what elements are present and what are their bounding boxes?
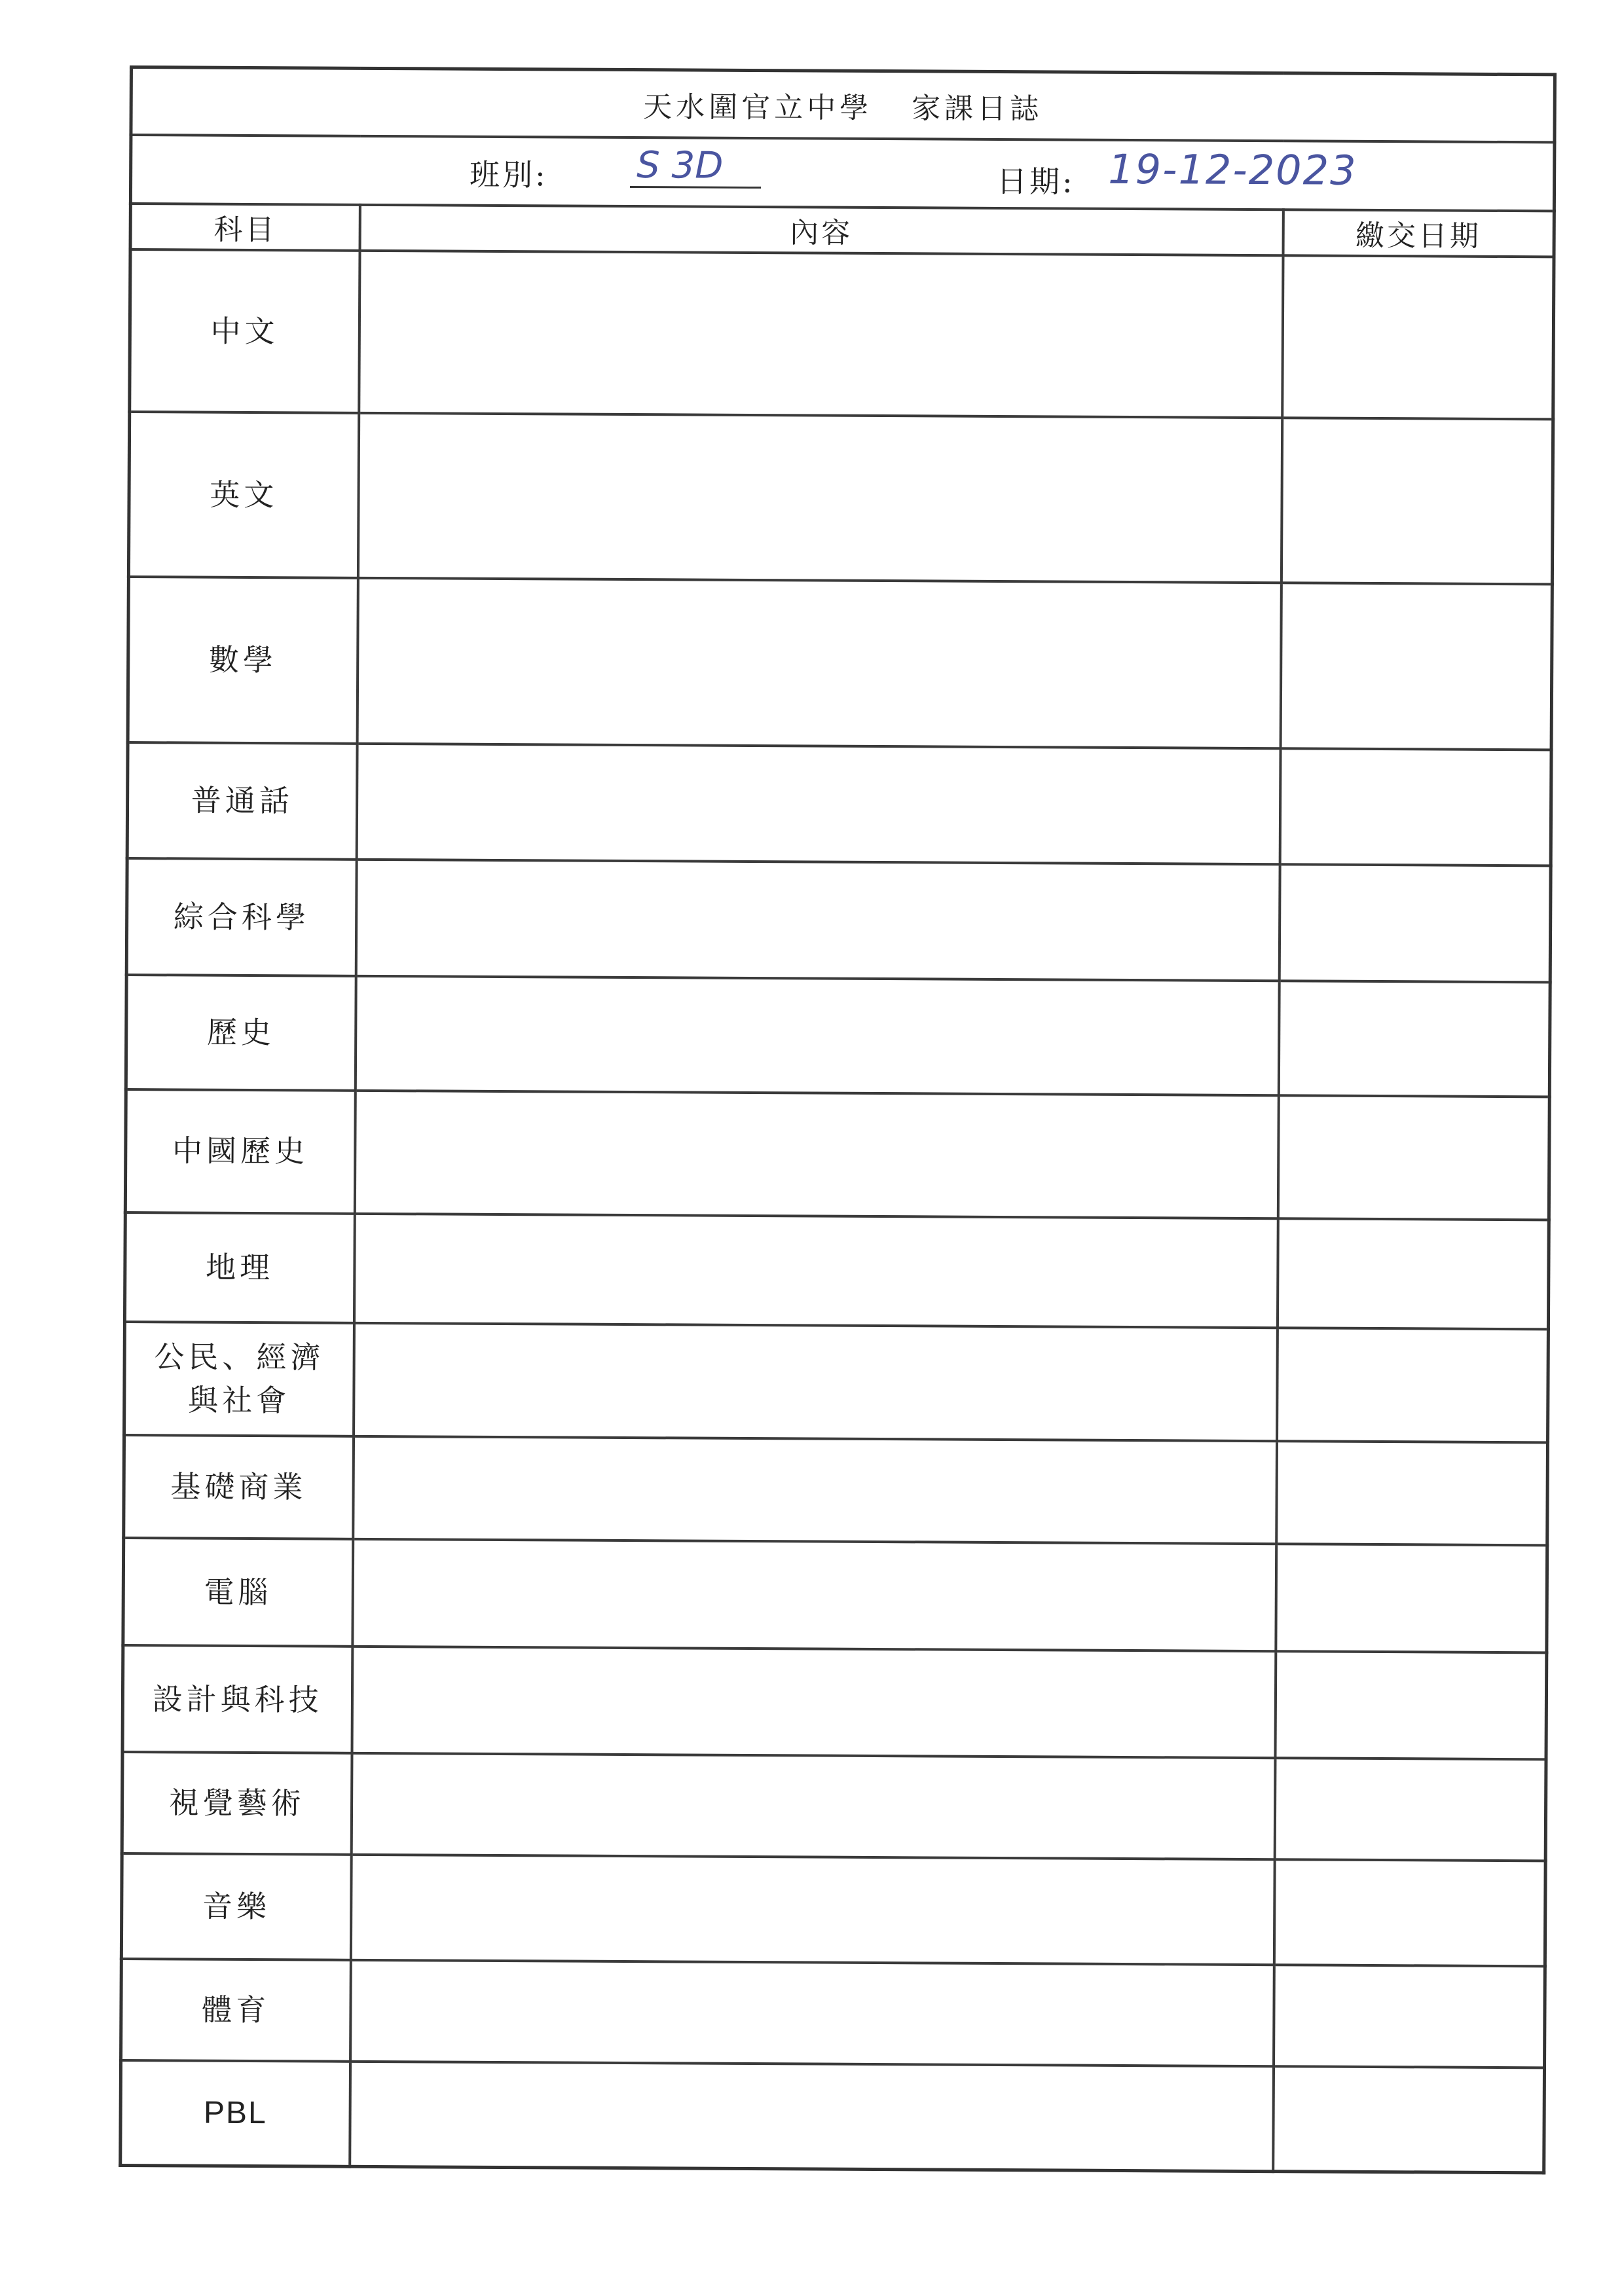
homework-diary-sheet bbox=[119, 65, 1553, 2174]
subject-cell: 歷史 bbox=[126, 975, 356, 1091]
content-cell[interactable] bbox=[359, 251, 1283, 418]
table-row bbox=[126, 975, 1550, 1097]
content-cell[interactable] bbox=[350, 1855, 1274, 1965]
column-header-content: 內容 bbox=[360, 205, 1283, 256]
class-value[interactable]: S 3D bbox=[637, 143, 724, 187]
info-row bbox=[130, 135, 1555, 211]
due-date-cell[interactable] bbox=[1281, 418, 1553, 585]
content-cell[interactable] bbox=[350, 2061, 1274, 2171]
due-date-cell[interactable] bbox=[1280, 748, 1551, 866]
subject-cell: 普通話 bbox=[127, 742, 357, 860]
content-cell[interactable] bbox=[352, 1539, 1276, 1651]
subject-cell: 綜合科學 bbox=[126, 858, 356, 975]
content-cell[interactable] bbox=[353, 1436, 1277, 1544]
content-cell[interactable] bbox=[356, 744, 1280, 865]
table-row bbox=[126, 858, 1551, 982]
content-cell[interactable] bbox=[357, 578, 1281, 748]
date-label: 日期: bbox=[996, 163, 1075, 200]
table-row bbox=[122, 1645, 1547, 1759]
content-cell[interactable] bbox=[354, 1091, 1278, 1218]
table-row bbox=[128, 577, 1552, 750]
subject-cell: 電腦 bbox=[123, 1537, 353, 1647]
column-header-subject: 科目 bbox=[130, 204, 360, 251]
due-date-cell[interactable] bbox=[1277, 1328, 1549, 1442]
content-cell[interactable] bbox=[351, 1753, 1275, 1859]
table-row bbox=[124, 1435, 1548, 1545]
subject-cell: 數學 bbox=[128, 577, 358, 743]
subject-cell: 視覺藝術 bbox=[122, 1752, 352, 1854]
table-row bbox=[123, 1537, 1547, 1652]
page-title bbox=[131, 67, 1555, 143]
table-row bbox=[125, 1089, 1549, 1220]
due-date-cell[interactable] bbox=[1274, 1965, 1545, 2068]
subject-cell: 設計與科技 bbox=[122, 1645, 352, 1753]
content-cell[interactable] bbox=[354, 1322, 1278, 1441]
subject-cell: 英文 bbox=[128, 412, 358, 578]
table-row bbox=[130, 249, 1554, 419]
due-date-cell[interactable] bbox=[1278, 981, 1550, 1097]
due-date-cell[interactable] bbox=[1277, 1218, 1549, 1329]
homework-table bbox=[119, 65, 1557, 2174]
subject-cell: 中國歷史 bbox=[125, 1089, 355, 1213]
table-row bbox=[120, 2060, 1545, 2172]
table-row bbox=[124, 1322, 1549, 1443]
subject-cell: PBL bbox=[120, 2060, 350, 2166]
due-date-cell[interactable] bbox=[1282, 256, 1554, 420]
class-label: 班別: bbox=[469, 156, 548, 193]
due-date-cell[interactable] bbox=[1279, 865, 1551, 982]
due-date-cell[interactable] bbox=[1275, 1652, 1547, 1760]
subject-cell: 基礎商業 bbox=[124, 1435, 354, 1539]
subject-cell: 公民、經濟 與社會 bbox=[124, 1322, 354, 1436]
due-date-cell[interactable] bbox=[1276, 1544, 1547, 1653]
column-header-row bbox=[130, 204, 1554, 257]
due-date-cell[interactable] bbox=[1274, 1859, 1545, 1966]
table-row bbox=[121, 1959, 1545, 2068]
content-cell[interactable] bbox=[350, 1960, 1274, 2066]
school-name: 天水圍官立中學 bbox=[643, 90, 873, 125]
table-row bbox=[128, 412, 1553, 585]
content-cell[interactable] bbox=[354, 1213, 1278, 1327]
subject-cell: 體育 bbox=[121, 1959, 351, 2061]
date-value[interactable]: 19-12-2023 bbox=[1108, 145, 1357, 194]
table-row bbox=[121, 1853, 1545, 1966]
diary-title: 家課日誌 bbox=[912, 91, 1043, 126]
content-cell[interactable] bbox=[355, 975, 1279, 1095]
content-cell[interactable] bbox=[352, 1647, 1276, 1758]
subject-cell: 音樂 bbox=[121, 1853, 351, 1960]
table-row bbox=[124, 1212, 1549, 1329]
due-date-cell[interactable] bbox=[1276, 1441, 1548, 1545]
column-header-due-date: 繳交日期 bbox=[1283, 210, 1554, 257]
due-date-cell[interactable] bbox=[1274, 1758, 1546, 1861]
table-row bbox=[127, 742, 1551, 866]
table-row bbox=[122, 1752, 1546, 1861]
due-date-cell[interactable] bbox=[1273, 2066, 1545, 2173]
content-cell[interactable] bbox=[356, 860, 1280, 981]
content-cell[interactable] bbox=[358, 413, 1282, 583]
due-date-cell[interactable] bbox=[1280, 583, 1552, 750]
subject-cell: 地理 bbox=[124, 1212, 354, 1323]
subject-cell: 中文 bbox=[130, 249, 360, 412]
due-date-cell[interactable] bbox=[1278, 1095, 1549, 1220]
